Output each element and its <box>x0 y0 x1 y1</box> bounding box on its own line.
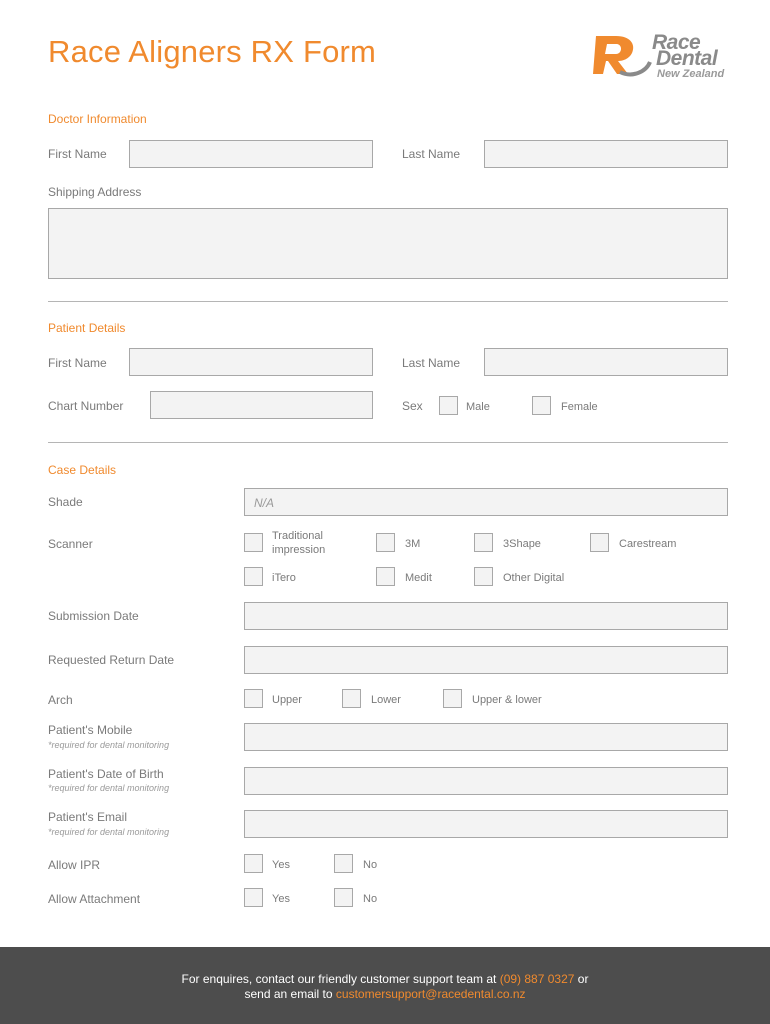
attachment-yes-checkbox[interactable] <box>244 888 263 907</box>
patient-first-name-label: First Name <box>48 356 107 370</box>
case-section-heading: Case Details <box>48 463 117 477</box>
patient-mobile-field[interactable] <box>244 723 728 751</box>
chart-number-field[interactable] <box>150 391 373 419</box>
arch-both-label: Upper & lower <box>472 694 542 706</box>
arch-lower-label: Lower <box>371 694 401 706</box>
race-dental-logo <box>592 30 732 82</box>
patient-dob-note: *required for dental monitoring <box>48 783 170 793</box>
shipping-address-label: Shipping Address <box>48 185 142 199</box>
support-email-link[interactable]: customersupport@racedental.co.nz <box>335 987 526 1001</box>
sex-label: Sex <box>402 399 423 413</box>
attachment-yes-label: Yes <box>272 893 290 905</box>
return-date-field[interactable] <box>244 646 728 674</box>
footer-email-text: send an email to <box>244 987 333 1001</box>
scanner-carestream-checkbox[interactable] <box>590 533 609 552</box>
sex-female-label: Female <box>561 401 598 413</box>
shade-label: Shade <box>48 495 83 509</box>
scanner-itero-checkbox[interactable] <box>244 567 263 586</box>
scanner-3m-label: 3M <box>405 538 421 550</box>
doctor-last-name-field[interactable] <box>484 140 728 168</box>
sex-male-checkbox[interactable] <box>439 396 458 415</box>
doctor-first-name-field[interactable] <box>129 140 373 168</box>
attachment-no-checkbox[interactable] <box>334 888 353 907</box>
patient-dob-field[interactable] <box>244 767 728 795</box>
scanner-traditional-label: Traditional impression <box>272 530 326 556</box>
footer-contact-text: For enquires, contact our friendly customer support team at <box>181 972 497 986</box>
ipr-no-checkbox[interactable] <box>334 854 353 873</box>
doctor-last-name-label: Last Name <box>402 147 461 161</box>
patient-mobile-label: Patient's Mobile <box>48 723 133 737</box>
logo-text-dental: Dental <box>656 47 718 70</box>
scanner-3shape-checkbox[interactable] <box>474 533 493 552</box>
patient-mobile-note: *required for dental monitoring <box>48 740 170 750</box>
doctor-section-heading: Doctor Information <box>48 112 147 126</box>
patient-last-name-field[interactable] <box>484 348 728 376</box>
shipping-address-field[interactable] <box>48 208 728 279</box>
footer-contact-or: or <box>577 972 589 986</box>
logo-text-country: New Zealand <box>657 68 725 80</box>
sex-male-label: Male <box>466 401 490 413</box>
scanner-medit-label: Medit <box>405 572 432 584</box>
footer-email-line <box>0 987 770 1001</box>
patient-section-heading: Patient Details <box>48 321 126 335</box>
arch-label: Arch <box>48 693 73 707</box>
attachment-no-label: No <box>363 893 378 905</box>
scanner-medit-checkbox[interactable] <box>376 567 395 586</box>
shade-field[interactable] <box>244 488 728 516</box>
logo-text-race: Race <box>652 31 701 54</box>
ipr-yes-label: Yes <box>272 859 290 871</box>
scanner-other-digital-label: Other Digital <box>503 572 565 584</box>
section-divider <box>48 301 728 302</box>
patient-email-field[interactable] <box>244 810 728 838</box>
chart-number-label: Chart Number <box>48 399 124 413</box>
sex-female-checkbox[interactable] <box>532 396 551 415</box>
patient-email-label: Patient's Email <box>48 810 127 824</box>
scanner-label: Scanner <box>48 537 93 551</box>
return-date-label: Requested Return Date <box>48 653 175 667</box>
shade-value: N/A <box>254 496 275 510</box>
patient-dob-label: Patient's Date of Birth <box>48 767 164 781</box>
arch-upper-label: Upper <box>272 694 302 706</box>
scanner-traditional-checkbox[interactable] <box>244 533 263 552</box>
scanner-carestream-label: Carestream <box>619 538 677 550</box>
support-phone-link[interactable]: (09) 887 0327 <box>499 972 575 986</box>
scanner-other-digital-checkbox[interactable] <box>474 567 493 586</box>
allow-ipr-label: Allow IPR <box>48 858 101 872</box>
patient-last-name-label: Last Name <box>402 356 461 370</box>
patient-first-name-field[interactable] <box>129 348 373 376</box>
ipr-no-label: No <box>363 859 378 871</box>
arch-lower-checkbox[interactable] <box>342 689 361 708</box>
footer <box>0 947 770 1024</box>
ipr-yes-checkbox[interactable] <box>244 854 263 873</box>
doctor-first-name-label: First Name <box>48 147 107 161</box>
scanner-3shape-label: 3Shape <box>503 538 541 550</box>
scanner-3m-checkbox[interactable] <box>376 533 395 552</box>
footer-contact-line <box>0 972 770 986</box>
arch-upper-checkbox[interactable] <box>244 689 263 708</box>
logo-r-icon <box>592 32 652 78</box>
page-title: Race Aligners RX Form <box>48 34 377 69</box>
submission-date-label: Submission Date <box>48 609 139 623</box>
patient-email-note: *required for dental monitoring <box>48 827 170 837</box>
allow-attachment-label: Allow Attachment <box>48 892 141 906</box>
submission-date-field[interactable] <box>244 602 728 630</box>
arch-both-checkbox[interactable] <box>443 689 462 708</box>
scanner-itero-label: iTero <box>272 572 296 584</box>
section-divider <box>48 442 728 443</box>
